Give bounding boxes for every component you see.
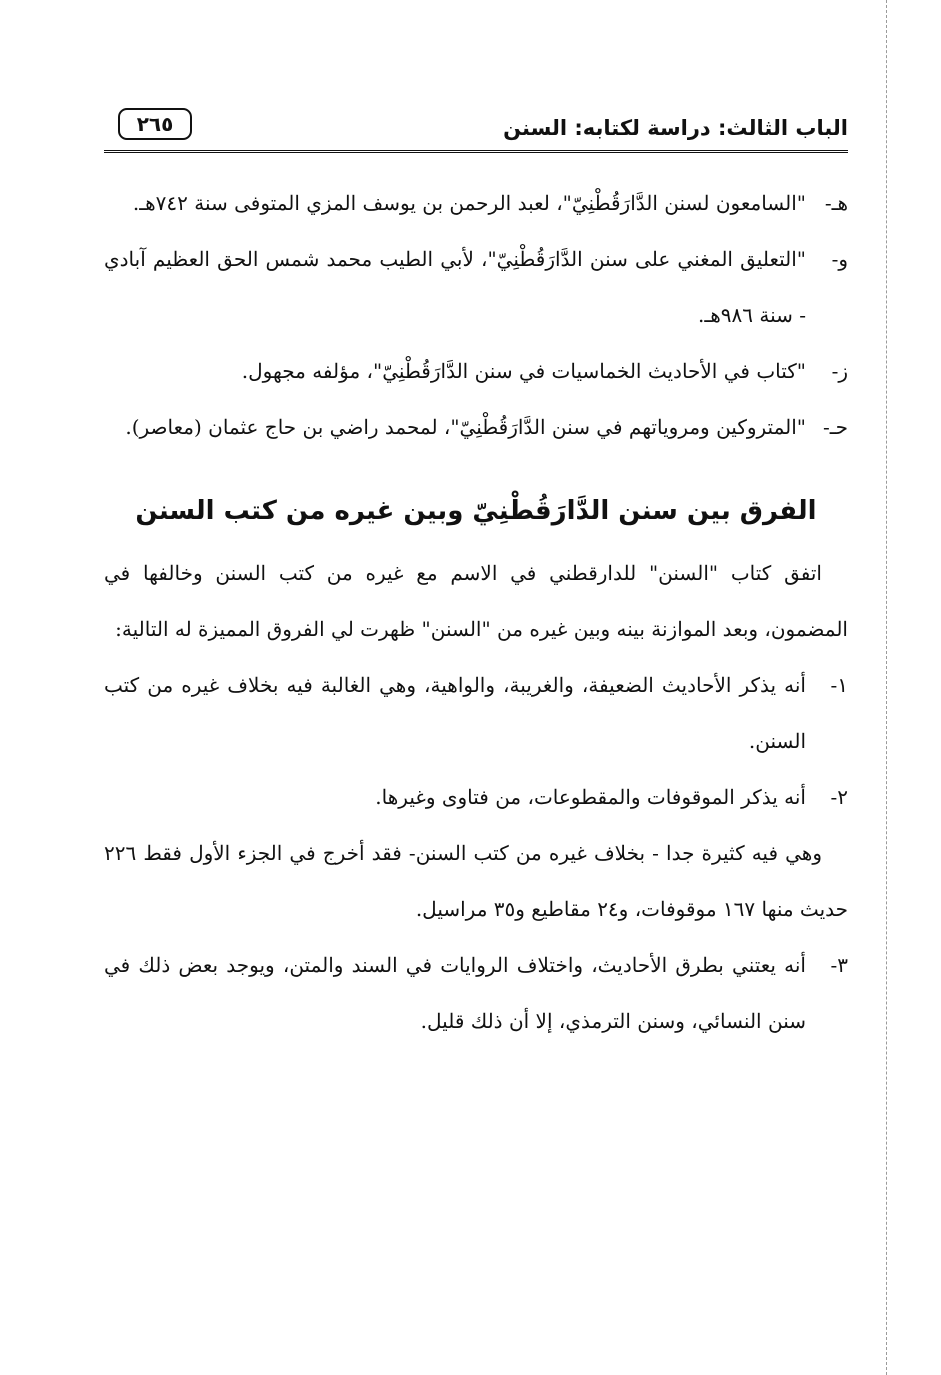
body-text (104, 175, 848, 1049)
reference-marker: حـ- (823, 415, 848, 439)
intro-text: اتفق كتاب "السنن" للدارقطني في الاسم مع غيره من كتب السنن وخالفها في المضمون، وبعد الموازنة بينه وبين غيره من "السنن" ظهرت لي الفروق المميزة له التالية: (104, 561, 848, 641)
reference-text: "المتروكين ومروياتهم في سنن الدَّارَقُطْنِيّ"، لمحمد راضي بن حاج عثمان (معاصر). (125, 415, 806, 439)
section-heading: الفرق بين سنن الدَّارَقُطْنِيّ وبين غيره من كتب السنن (135, 496, 817, 526)
page-edge-line (886, 0, 888, 1375)
point-marker: ١- (830, 673, 848, 697)
reference-text: "التعليق المغني على سنن الدَّارَقُطْنِيّ"، لأبي الطيب محمد شمس الحق العظيم آبادي - سنة ٩٨٦هـ. (104, 247, 806, 327)
reference-item (104, 343, 848, 399)
document-page (104, 96, 848, 1049)
reference-marker: و- (831, 247, 848, 271)
page-header (104, 96, 848, 153)
point-marker: ٢- (830, 785, 848, 809)
chapter-title: الباب الثالث: دراسة لكتابه: السنن (503, 116, 848, 140)
note-paragraph (104, 825, 848, 937)
point-text: أنه يذكر الموقوفات والمقطوعات، من فتاوى وغيرها. (375, 785, 806, 809)
note-text: وهي فيه كثيرة جدا - بخلاف غيره من كتب السنن- فقد أخرج في الجزء الأول فقط ٢٢٦ حديث منها ١٦٧ موقوفات، و٢٤ مقاطيع و٣٥ مراسيل. (104, 841, 848, 921)
difference-point (104, 769, 848, 825)
point-text: أنه يذكر الأحاديث الضعيفة، والغريبة، والواهية، وهي الغالبة فيه بخلاف غيره من كتب السنن. (104, 673, 806, 753)
intro-paragraph (104, 545, 848, 657)
reference-text: "كتاب في الأحاديث الخماسيات في سنن الدَّارَقُطْنِيّ"، مؤلفه مجهول. (241, 359, 806, 383)
reference-marker: ز- (831, 359, 848, 383)
reference-marker: هـ- (824, 191, 848, 215)
reference-item (104, 399, 848, 455)
reference-item (104, 231, 848, 343)
page-number-badge: ٢٦٥ (118, 108, 192, 140)
difference-point (104, 937, 848, 1049)
point-text: أنه يعتني بطرق الأحاديث، واختلاف الروايات في السند والمتن، ويوجد بعض ذلك في سنن النسائي، وسنن الترمذي، إلا أن ذلك قليل. (104, 953, 806, 1033)
difference-point (104, 657, 848, 769)
point-marker: ٣- (830, 953, 848, 977)
reference-item (104, 175, 848, 231)
reference-text: "السامعون لسنن الدَّارَقُطْنِيّ"، لعبد الرحمن بن يوسف المزي المتوفى سنة ٧٤٢هـ. (132, 191, 806, 215)
